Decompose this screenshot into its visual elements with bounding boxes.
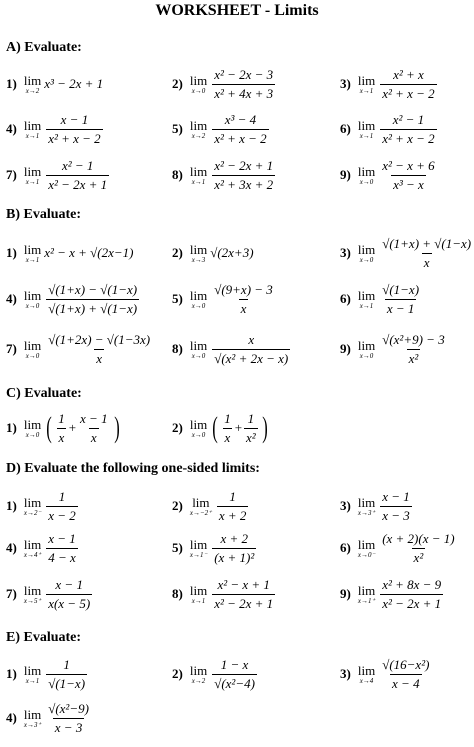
- limit-approach: x→2⁻: [23, 508, 42, 517]
- fraction-denominator: √(x² + 2x − x): [214, 350, 289, 366]
- problem-a9: [340, 159, 439, 191]
- fraction: [212, 657, 257, 692]
- fraction-numerator: √(x²−9): [48, 700, 89, 716]
- limit-operator: [190, 165, 207, 186]
- limit-operator: [24, 339, 41, 360]
- fraction-numerator: √(16−x²): [382, 656, 430, 672]
- fraction: [244, 411, 258, 446]
- fraction-numerator: √(1+2x) − √(1−3x): [48, 331, 151, 347]
- limit-approach: x→0: [25, 430, 40, 439]
- limit-operator: [190, 538, 207, 559]
- lim-word: lim: [23, 287, 42, 303]
- limit-operator: [358, 339, 375, 360]
- limit-approach: x→3: [191, 255, 206, 264]
- fraction-denominator: x²: [246, 429, 256, 445]
- operator: +: [234, 420, 243, 435]
- fraction-numerator: x − 1: [48, 530, 76, 546]
- right-paren: ): [261, 411, 268, 444]
- limit-approach: x→1: [25, 255, 40, 264]
- problem-number: 2): [172, 76, 183, 91]
- fraction: [212, 112, 268, 147]
- fraction: [212, 67, 275, 102]
- problem-b2: [172, 237, 254, 269]
- fraction-numerator: x − 1: [55, 576, 83, 592]
- fraction: [212, 531, 256, 566]
- limit-approach: x→4: [359, 676, 374, 685]
- limit-operator: [358, 243, 375, 264]
- limit-approach: x→2: [191, 676, 206, 685]
- problem-c2: [172, 412, 270, 444]
- fraction: [212, 577, 275, 612]
- fraction-denominator: x: [240, 300, 247, 316]
- fraction: [46, 531, 78, 566]
- problem-number: 2): [172, 245, 183, 260]
- fraction: [380, 112, 436, 147]
- problem-d9: [340, 578, 445, 610]
- problem-number: 6): [340, 540, 351, 555]
- limit-approach: x→1: [25, 676, 40, 685]
- limit-approach: x→1: [25, 177, 40, 186]
- fraction-numerator: (x + 2)(x − 1): [382, 530, 455, 546]
- problem-b9: [340, 333, 449, 365]
- problem-a8: [172, 159, 277, 191]
- problem-b3: [340, 237, 474, 269]
- fraction-numerator: x³ − 4: [224, 111, 257, 127]
- limit-operator: [190, 289, 207, 310]
- limit-approach: x→0: [25, 351, 40, 360]
- limit-approach: x→4⁺: [23, 550, 42, 559]
- problem-number: 4): [6, 121, 17, 136]
- fraction-denominator: x² + x − 2: [382, 130, 435, 146]
- fraction: [78, 411, 110, 446]
- problem-d5: [172, 532, 258, 564]
- limit-approach: x→5⁺: [23, 596, 42, 605]
- problem-number: 9): [340, 586, 351, 601]
- limit-operator: [358, 664, 375, 685]
- fraction-numerator: x² + x: [393, 66, 424, 82]
- limit-approach: x→1: [359, 131, 374, 140]
- limit-approach: x→3⁺: [23, 720, 42, 729]
- problem-number: 1): [6, 666, 17, 681]
- limit-approach: x→3⁺: [357, 508, 376, 517]
- fraction-numerator: 1: [58, 410, 65, 426]
- problem-b4: [6, 283, 141, 315]
- fraction-numerator: 1: [224, 410, 231, 426]
- fraction-numerator: x² − 2x + 1: [214, 157, 274, 173]
- fraction-denominator: x² + 3x + 2: [214, 176, 274, 192]
- fraction-numerator: x² + 8x − 9: [382, 576, 442, 592]
- fraction: [56, 411, 67, 446]
- fraction-denominator: x − 3: [382, 507, 410, 523]
- fraction-denominator: x: [58, 429, 65, 445]
- fraction-denominator: x + 2: [218, 507, 247, 523]
- fraction-numerator: √(1−x): [382, 281, 420, 297]
- lim-word: lim: [23, 163, 42, 179]
- problem-number: 3): [340, 245, 351, 260]
- lim-word: lim: [189, 662, 208, 678]
- lim-word: lim: [357, 337, 376, 353]
- fraction-numerator: x − 1: [60, 111, 89, 127]
- problem-a7: [6, 159, 111, 191]
- lim-word: lim: [192, 494, 210, 510]
- lim-word: lim: [357, 72, 376, 88]
- limit-approach: x→0: [359, 255, 374, 264]
- fraction-denominator: x − 1: [386, 300, 415, 316]
- limit-approach: x→1: [359, 86, 374, 95]
- limit-expression: √(2x+3): [210, 245, 254, 260]
- fraction-denominator: x − 3: [54, 719, 83, 735]
- fraction-denominator: x(x − 5): [48, 595, 91, 611]
- fraction-denominator: x: [224, 429, 231, 445]
- lim-word: lim: [23, 582, 42, 598]
- limit-operator: [190, 664, 207, 685]
- fraction-numerator: x² − 2x − 3: [214, 66, 274, 82]
- lim-word: lim: [357, 117, 376, 133]
- lim-word: lim: [23, 706, 42, 722]
- lim-word: lim: [357, 494, 376, 510]
- lim-word: lim: [23, 662, 42, 678]
- fraction-numerator: x − 1: [382, 488, 410, 504]
- problem-d2: [172, 490, 250, 522]
- lim-word: lim: [189, 287, 208, 303]
- problem-d6: [340, 532, 459, 564]
- limit-operator: [358, 584, 375, 605]
- fraction: [380, 531, 456, 566]
- section-header-e: E) Evaluate:: [6, 630, 82, 645]
- limit-operator: [190, 74, 207, 95]
- lim-word: lim: [357, 287, 376, 303]
- section-header-b: B) Evaluate:: [6, 207, 82, 222]
- limit-operator: [24, 119, 41, 140]
- problem-number: 6): [340, 291, 351, 306]
- fraction-numerator: 1 − x: [220, 656, 249, 672]
- problem-number: 6): [340, 121, 351, 136]
- fraction: [380, 158, 436, 193]
- fraction: [217, 489, 249, 524]
- problem-b8: [172, 333, 292, 365]
- problem-number: 1): [6, 420, 17, 435]
- worksheet-title: WORKSHEET - Limits: [155, 2, 319, 19]
- fraction-numerator: 1: [247, 410, 255, 426]
- limit-approach: x→0: [191, 430, 206, 439]
- problem-a4: [6, 113, 105, 145]
- limit-operator: [190, 339, 207, 360]
- lim-word: lim: [357, 662, 376, 678]
- limit-operator: [358, 496, 375, 517]
- lim-word: lim: [23, 416, 42, 432]
- lim-word: lim: [357, 241, 376, 257]
- limit-operator: [24, 165, 41, 186]
- fraction: [46, 158, 109, 193]
- limit-operator: [24, 418, 41, 439]
- lim-word: lim: [189, 72, 208, 88]
- fraction-denominator: (x + 1)²: [214, 549, 255, 565]
- fraction-numerator: 1: [229, 488, 236, 504]
- problem-number: 4): [6, 710, 17, 725]
- problem-number: 1): [6, 498, 17, 513]
- limit-approach: x→0: [191, 351, 206, 360]
- fraction-denominator: x²: [408, 350, 419, 366]
- fraction: [46, 112, 102, 147]
- problem-number: 4): [6, 540, 17, 555]
- fraction-denominator: x²: [413, 549, 424, 565]
- fraction-numerator: x² − 1: [392, 111, 425, 127]
- problem-a3: [340, 68, 439, 100]
- limit-approach: x→2: [191, 131, 206, 140]
- problem-d7: [6, 578, 94, 610]
- problem-e2: [172, 658, 259, 690]
- fraction-denominator: x² + x − 2: [382, 85, 435, 101]
- problem-b6: [340, 283, 423, 315]
- fraction: [380, 332, 447, 367]
- limit-approach: x→1⁺: [357, 596, 376, 605]
- problem-c1: [6, 412, 122, 444]
- limit-approach: x→1: [191, 177, 206, 186]
- limit-operator: [190, 243, 207, 264]
- problem-a5: [172, 113, 271, 145]
- section-header-d: D) Evaluate the following one-sided limits:: [6, 461, 260, 476]
- problem-number: 4): [6, 291, 17, 306]
- limit-operator: [24, 664, 41, 685]
- problem-number: 7): [6, 167, 17, 182]
- problem-number: 1): [6, 76, 17, 91]
- problem-number: 8): [172, 586, 183, 601]
- lim-word: lim: [23, 241, 42, 257]
- fraction: [212, 158, 275, 193]
- fraction-numerator: 1: [63, 656, 70, 672]
- problem-e3: [340, 658, 433, 690]
- fraction-denominator: x³ − x: [393, 176, 424, 192]
- section-header-c: C) Evaluate:: [6, 386, 82, 401]
- fraction-numerator: x² − 1: [61, 157, 94, 173]
- problem-a2: [172, 68, 277, 100]
- problem-d4: [6, 532, 80, 564]
- fraction-denominator: 4 − x: [48, 549, 76, 565]
- fraction: [380, 657, 431, 692]
- problem-number: 9): [340, 167, 351, 182]
- fraction-denominator: x: [96, 350, 103, 366]
- problem-number: 3): [340, 76, 351, 91]
- problem-number: 7): [6, 586, 17, 601]
- limit-operator: [190, 418, 207, 439]
- fraction-denominator: x: [423, 254, 430, 270]
- lim-word: lim: [357, 163, 376, 179]
- limit-operator: [358, 289, 375, 310]
- fraction: [380, 489, 412, 524]
- limit-approach: x→−2⁺: [189, 508, 212, 517]
- lim-word: lim: [23, 536, 42, 552]
- right-paren: ): [113, 411, 120, 444]
- limit-operator: [24, 708, 41, 729]
- fraction: [46, 282, 139, 317]
- left-paren: (: [46, 411, 52, 444]
- limit-approach: x→0: [25, 301, 40, 310]
- problem-number: 5): [172, 291, 183, 306]
- limit-approach: x→0: [191, 86, 206, 95]
- fraction: [380, 577, 443, 612]
- fraction-denominator: x: [90, 429, 97, 445]
- limit-approach: x→0: [359, 177, 374, 186]
- fraction: [380, 67, 436, 102]
- limit-operator: [358, 538, 375, 559]
- lim-word: lim: [189, 241, 208, 257]
- fraction: [46, 701, 91, 736]
- lim-word: lim: [189, 536, 208, 552]
- problem-number: 5): [172, 121, 183, 136]
- fraction: [212, 282, 275, 317]
- limit-operator: [190, 584, 207, 605]
- limit-operator: [24, 538, 41, 559]
- limit-operator: [24, 289, 41, 310]
- problem-number: 8): [172, 167, 183, 182]
- fraction-denominator: x² + x − 2: [214, 130, 267, 146]
- fraction-denominator: x² − 2x + 1: [48, 176, 108, 192]
- limit-approach: x→1: [191, 596, 206, 605]
- problem-number: 2): [172, 666, 183, 681]
- fraction: [222, 411, 233, 446]
- fraction: [380, 236, 473, 271]
- lim-word: lim: [23, 494, 42, 510]
- problem-number: 7): [6, 341, 17, 356]
- problem-number: 2): [172, 420, 183, 435]
- lim-word: lim: [23, 337, 42, 353]
- problem-b1: [6, 237, 134, 269]
- fraction: [46, 657, 87, 692]
- fraction: [46, 577, 92, 612]
- lim-word: lim: [189, 337, 208, 353]
- problem-b7: [6, 333, 154, 365]
- limit-approach: x→1: [25, 131, 40, 140]
- limit-operator: [358, 74, 375, 95]
- section-header-a: A) Evaluate:: [6, 40, 82, 55]
- problem-number: 5): [172, 540, 183, 555]
- fraction-denominator: x² − 2x + 1: [382, 595, 442, 611]
- fraction-numerator: x² − x + 1: [217, 576, 270, 592]
- lim-word: lim: [189, 117, 208, 133]
- limit-operator: [24, 74, 41, 95]
- fraction-denominator: x² + x − 2: [48, 130, 101, 146]
- left-paren: (: [212, 411, 218, 444]
- problem-d1: [6, 490, 80, 522]
- fraction-denominator: √(x²−4): [214, 675, 255, 691]
- fraction-denominator: x − 2: [48, 507, 76, 523]
- problem-number: 3): [340, 498, 351, 513]
- lim-word: lim: [189, 416, 208, 432]
- limit-approach: x→0: [359, 351, 374, 360]
- limit-approach: x→0: [191, 301, 206, 310]
- limit-operator: [190, 119, 207, 140]
- fraction-denominator: √(1+x) + √(1−x): [48, 300, 138, 316]
- problem-e1: [6, 658, 89, 690]
- fraction: [212, 332, 290, 367]
- limit-expression: x² − x + √(2x−1): [44, 245, 134, 260]
- fraction-denominator: x − 4: [392, 675, 420, 691]
- limit-operator: [358, 119, 375, 140]
- operator: +: [68, 420, 77, 435]
- limit-operator: [190, 496, 212, 517]
- problem-a1: [6, 68, 103, 100]
- limit-operator: [24, 584, 41, 605]
- problem-d3: [340, 490, 414, 522]
- problem-a6: [340, 113, 439, 145]
- lim-word: lim: [23, 117, 42, 133]
- fraction-numerator: √(9+x) − 3: [214, 281, 273, 297]
- problem-number: 3): [340, 666, 351, 681]
- problem-number: 1): [6, 245, 17, 260]
- fraction-denominator: x² − 2x + 1: [214, 595, 274, 611]
- limit-approach: x→1⁻: [189, 550, 208, 559]
- fraction-numerator: √(1+x) − √(1−x): [48, 281, 138, 297]
- limit-operator: [24, 496, 41, 517]
- fraction-numerator: √(x²+9) − 3: [382, 331, 445, 347]
- lim-word: lim: [357, 582, 376, 598]
- limit-approach: x→0⁻: [357, 550, 376, 559]
- limit-expression: x³ − 2x + 1: [44, 76, 104, 91]
- lim-word: lim: [189, 582, 208, 598]
- fraction-denominator: √(1−x): [48, 675, 86, 691]
- lim-word: lim: [189, 163, 208, 179]
- problem-e4: [6, 702, 93, 734]
- fraction: [380, 282, 421, 317]
- problem-number: 2): [172, 498, 183, 513]
- limit-approach: x→2: [25, 86, 40, 95]
- fraction-numerator: x − 1: [80, 410, 108, 426]
- lim-word: lim: [23, 72, 42, 88]
- fraction-numerator: x + 2: [220, 530, 249, 546]
- fraction: [46, 332, 152, 367]
- problem-b5: [172, 283, 277, 315]
- problem-number: 9): [340, 341, 351, 356]
- fraction-numerator: √(1+x) + √(1−x): [382, 235, 472, 251]
- fraction: [46, 489, 78, 524]
- limit-operator: [24, 243, 41, 264]
- fraction-denominator: x² + 4x + 3: [214, 85, 274, 101]
- limit-operator: [358, 165, 375, 186]
- lim-word: lim: [357, 536, 376, 552]
- problem-d8: [172, 578, 277, 610]
- limit-approach: x→1: [359, 301, 374, 310]
- fraction-numerator: 1: [58, 488, 66, 504]
- fraction-numerator: x² − x + 6: [382, 157, 435, 173]
- fraction-numerator: x: [248, 331, 255, 347]
- problem-number: 8): [172, 341, 183, 356]
